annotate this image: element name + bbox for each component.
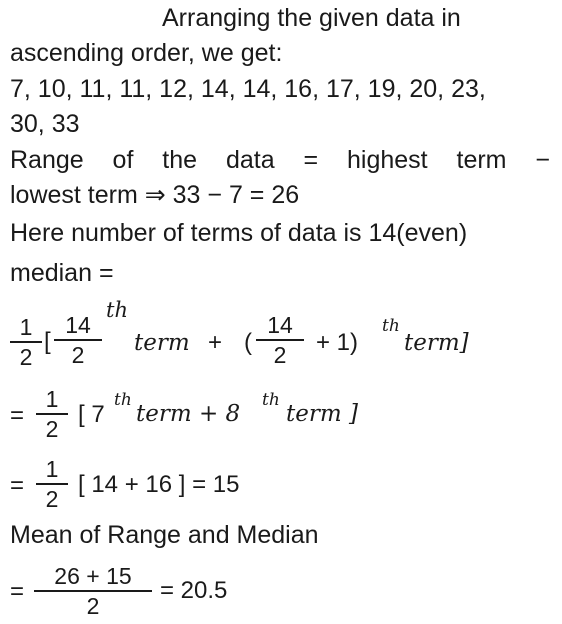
data-list-line-1: 7, 10, 11, 11, 12, 14, 14, 16, 17, 19, 20, 23, — [10, 75, 486, 103]
fraction-numerator: 26 + 15 — [54, 563, 132, 589]
superscript-th-2: th — [262, 390, 280, 410]
mean-fraction — [34, 563, 152, 619]
equals-sign: = — [10, 402, 25, 429]
open-paren: ( — [244, 329, 252, 356]
term-close: term ] — [286, 401, 358, 427]
superscript-th: th — [114, 390, 132, 410]
fraction-numerator: 14 — [65, 312, 91, 338]
fraction-bar — [54, 339, 102, 341]
plus-sign: + — [208, 329, 223, 356]
intro-line-1: Arranging the given data in — [162, 4, 461, 32]
fraction-bar — [10, 341, 42, 343]
intro-line-2: ascending order, we get: — [10, 39, 283, 67]
fraction-bar — [36, 413, 68, 415]
term-word-2: term] — [404, 330, 469, 356]
terms-note: Here number of terms of data is 14(even) — [10, 219, 468, 247]
fraction-bar — [256, 339, 304, 341]
n-half-fraction-2 — [256, 312, 304, 368]
fraction-numerator: 14 — [267, 312, 293, 338]
equals-sign: = — [10, 472, 25, 499]
fraction-numerator: 1 — [45, 386, 59, 412]
equals-sign: = — [10, 578, 25, 605]
open-bracket: [ — [44, 328, 51, 355]
mean-label: Mean of Range and Median — [10, 521, 319, 549]
range-line-1: Range of the data = highest term − — [10, 146, 550, 174]
n-half-fraction — [54, 312, 102, 368]
median-result: [ 14 + 16 ] = 15 — [78, 471, 240, 498]
fraction-numerator: 1 — [45, 456, 59, 482]
mean-result: = 20.5 — [160, 577, 228, 604]
fraction-bar — [34, 590, 152, 592]
range-line-2: lowest term ⇒ 33 − 7 = 26 — [10, 181, 300, 209]
bracket-seven: [ 7 — [78, 401, 105, 428]
fraction-numerator: 1 — [19, 314, 33, 340]
half-fraction — [10, 314, 42, 370]
median-label: median = — [10, 259, 114, 287]
data-list-line-2: 30, 33 — [10, 110, 80, 138]
fraction-denominator: 2 — [86, 593, 100, 619]
half-fraction — [36, 386, 68, 442]
fraction-denominator: 2 — [45, 486, 59, 512]
fraction-denominator: 2 — [273, 342, 287, 368]
fraction-denominator: 2 — [19, 344, 33, 370]
term-plus-eight: term + 8 — [136, 401, 241, 427]
plus-one-close: + 1) — [316, 329, 359, 356]
term-word: term — [134, 330, 190, 356]
half-fraction — [36, 456, 68, 512]
superscript-th-2: th — [382, 316, 400, 336]
fraction-bar — [36, 483, 68, 485]
superscript-th: th — [106, 298, 128, 322]
fraction-denominator: 2 — [71, 342, 85, 368]
fraction-denominator: 2 — [45, 416, 59, 442]
